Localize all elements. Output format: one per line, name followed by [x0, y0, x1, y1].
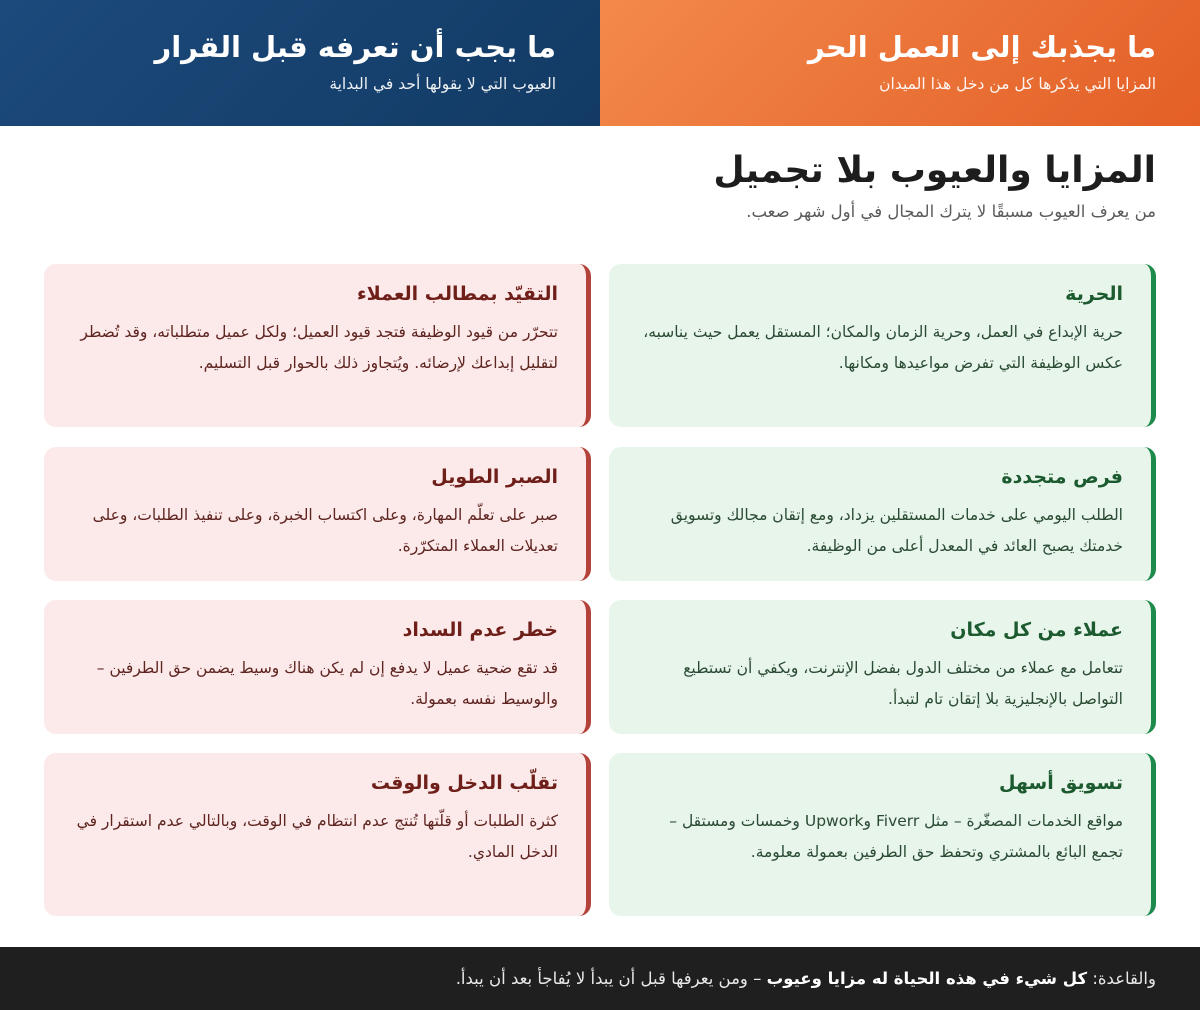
con-card-title: التقيّد بمطالب العملاء: [356, 283, 558, 305]
pro-card-title: تسويق أسهل: [999, 772, 1123, 794]
con-card-title: تقلّب الدخل والوقت: [370, 772, 558, 794]
cons-header-subtitle: العيوب التي لا يقولها أحد في البداية: [329, 75, 556, 93]
intro-section: [0, 126, 1200, 264]
pro-card-title: عملاء من كل مكان: [950, 619, 1123, 641]
con-card-title: الصبر الطويل: [431, 466, 558, 488]
pros-header-subtitle: المزايا التي يذكرها كل من دخل هذا الميدان: [879, 75, 1156, 93]
header-band: [0, 0, 1200, 126]
footer-suffix: – ومن يعرفها قبل أن يبدأ لا يُفاجأ بعد أن يبدأ.: [455, 969, 767, 988]
comparison-grid: [0, 264, 1200, 946]
pros-header-title: ما يجذبك إلى العمل الحر: [807, 30, 1156, 64]
pro-card-body: تتعامل مع عملاء من مختلف الدول بفضل الإنترنت، ويكفي أن تستطيع التواصل بالإنجليزية بلا إتقان تام لتبدأ.: [683, 659, 1123, 708]
con-card-body: تتحرّر من قيود الوظيفة فتجد قيود العميل؛ ولكل عميل متطلباته، وقد تُضطر لتقليل إبداعك لإرضائه. ويُتجاوز ذلك بالحوار قبل التسليم.: [80, 323, 558, 372]
footer-emphasis: كل شيء في هذه الحياة له مزايا وعيوب: [766, 969, 1088, 988]
page-subtitle: من يعرف العيوب مسبقًا لا يترك المجال في أول شهر صعب.: [746, 202, 1156, 221]
con-card-nonpayment-risk: [44, 600, 591, 734]
page-title: المزايا والعيوب بلا تجميل: [713, 150, 1156, 191]
con-card-client-constraints: [44, 264, 591, 427]
pros-header: [600, 0, 1200, 126]
con-card-body: كثرة الطلبات أو قلّتها تُنتج عدم انتظام في الوقت، وبالتالي عدم استقرار في الدخل المادي.: [76, 812, 558, 861]
cons-header: [0, 0, 600, 126]
footer-text: [456, 969, 1156, 988]
con-card-body: صبر على تعلّم المهارة، وعلى اكتساب الخبرة، وعلى تنفيذ الطلبات، وعلى تعديلات العملاء المتكرّرة.: [92, 506, 558, 555]
footer-prefix: والقاعدة:: [1087, 969, 1156, 988]
pro-card-body: الطلب اليومي على خدمات المستقلين يزداد، ومع إتقان مجالك وتسويق خدمتك يصبح العائد في المعدل أعلى من الوظيفة.: [670, 506, 1123, 555]
pro-card-easier-marketing: [609, 753, 1156, 916]
pro-card-body: مواقع الخدمات المصغّرة – مثل Fiverr وUpwork وخمسات ومستقل – تجمع البائع بالمشتري وتحفظ حق الطرفين بعمولة معلومة.: [669, 812, 1123, 861]
con-card-title: خطر عدم السداد: [402, 619, 558, 641]
con-card-long-patience: [44, 447, 591, 581]
footer-rule: [0, 947, 1200, 1010]
pro-card-freedom: [609, 264, 1156, 427]
cons-header-title: ما يجب أن تعرفه قبل القرار: [154, 30, 556, 64]
pro-card-title: فرص متجددة: [1001, 466, 1123, 488]
pro-card-global-clients: [609, 600, 1156, 734]
con-card-income-fluctuation: [44, 753, 591, 916]
pro-card-renewing-opportunities: [609, 447, 1156, 581]
pro-card-body: حرية الإبداع في العمل، وحرية الزمان والمكان؛ المستقل يعمل حيث يناسبه، عكس الوظيفة التي تفرض مواعيدها ومكانها.: [643, 323, 1123, 372]
pro-card-title: الحرية: [1065, 283, 1123, 305]
con-card-body: قد تقع ضحية عميل لا يدفع إن لم يكن هناك وسيط يضمن حق الطرفين – والوسيط نفسه بعمولة.: [96, 659, 558, 708]
